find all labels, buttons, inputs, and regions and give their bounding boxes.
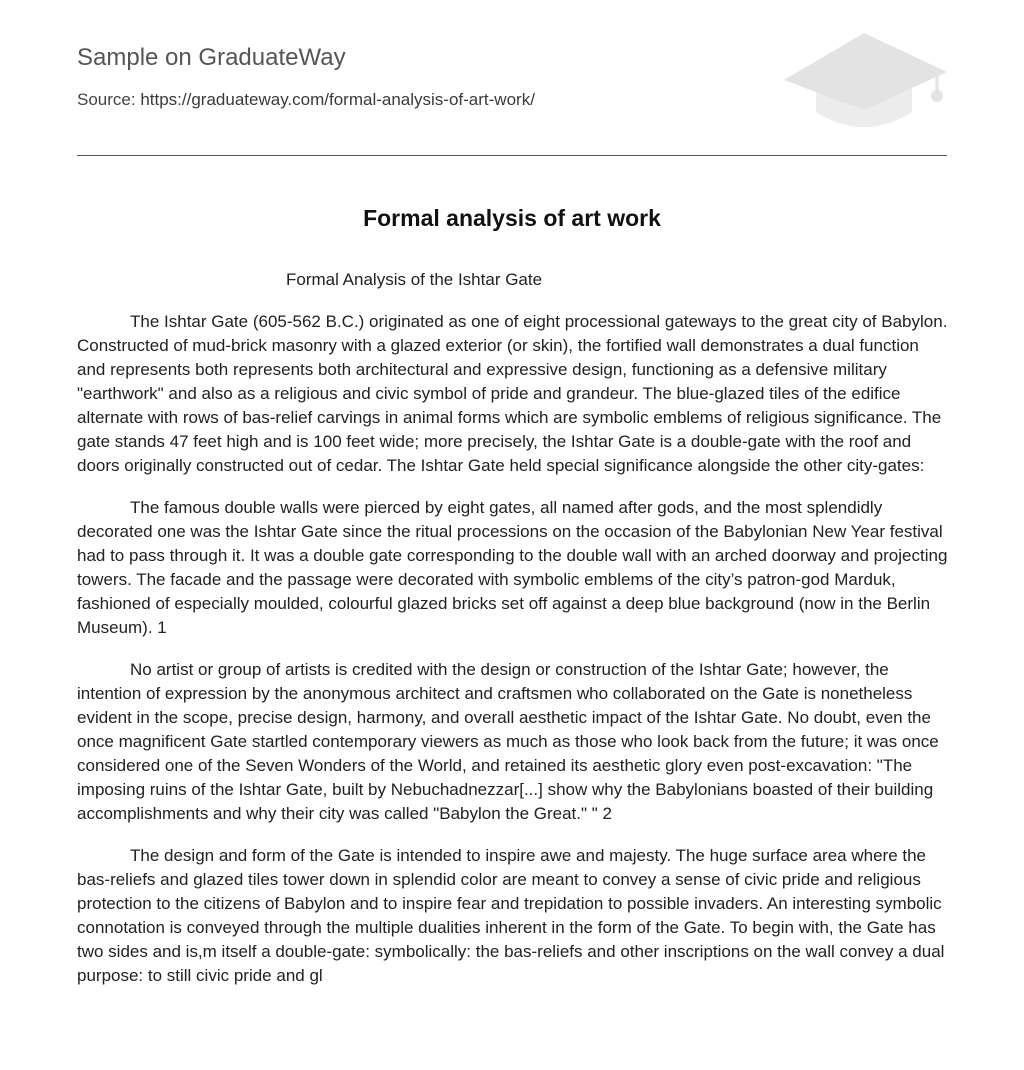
article-subtitle: Formal Analysis of the Ishtar Gate [286,270,543,289]
site-title: Sample on GraduateWay [77,44,346,71]
article-body [77,268,949,1006]
graduation-cap-icon [781,30,947,132]
source-line [77,90,535,110]
source-link[interactable]: https://graduateway.com/formal-analysis-of-art-work/ [140,90,535,109]
article-paragraph: The Ishtar Gate (605-562 B.C.) originated as one of eight processional gateways to the great city of Babylon. Constructed of mud-brick masonry with a glazed exterior (or skin), the fortified wall demonstrates a dual function and represents both represents both architectural and expressive design, functioning as a defensive military "earthwork" and also as a religious and civic symbol of pride and grandeur. The blue-glazed tiles of the edifice alternate with rows of bas-relief carvings in animal forms which are symbolic emblems of religious significance. The gate stands 47 feet high and is 100 feet wide; more precisely, the Ishtar Gate is a double-gate with the roof and doors originally constructed out of cedar. The Ishtar Gate held special significance alongside the other city-gates: [77,312,948,475]
article-paragraph: No artist or group of artists is credited with the design or construction of the Ishtar Gate; however, the intention of expression by the anonymous architect and craftsmen who collaborated on the Gate is nonetheless evident in the scope, precise design, harmony, and overall aesthetic impact of the Ishtar Gate. No doubt, even the once magnificent Gate startled contemporary viewers as much as those who look back from the future; it was once considered one of the Seven Wonders of the World, and retained its aesthetic glory even post-excavation: "The imposing ruins of the Ishtar Gate, built by Nebuchadnezzar[...] show why the Babylonians boasted of their building accomplishments and why their city was called "Babylon the Great." " 2 [77,660,939,823]
article-title: Formal analysis of art work [363,205,661,231]
header-divider [77,155,947,156]
article-paragraph: The famous double walls were pierced by eight gates, all named after gods, and the most splendidly decorated one was the Ishtar Gate since the ritual processions on the occasion of the Babylonian New Year festival had to pass through it. It was a double gate corresponding to the double wall with an arched doorway and projecting towers. The facade and the passage were decorated with symbolic emblems of the city’s patron-god Marduk, fashioned of especially moulded, colourful glazed bricks set off against a deep blue background (now in the Berlin Museum). 1 [77,498,948,637]
source-label: Source: [77,90,136,109]
article-paragraph: The design and form of the Gate is intended to inspire awe and majesty. The huge surface area where the bas-reliefs and glazed tiles tower down in splendid color are meant to convey a sense of civic pride and religious protection to the citizens of Babylon and to inspire fear and trepidation to possible invaders. An interesting symbolic connotation is conveyed through the multiple dualities inherent in the form of the Gate. To begin with, the Gate has two sides and is,m itself a double-gate: symbolically: the bas-reliefs and other inscriptions on the wall convey a dual purpose: to still civic pride and gl [77,846,945,985]
page-header [77,0,947,156]
